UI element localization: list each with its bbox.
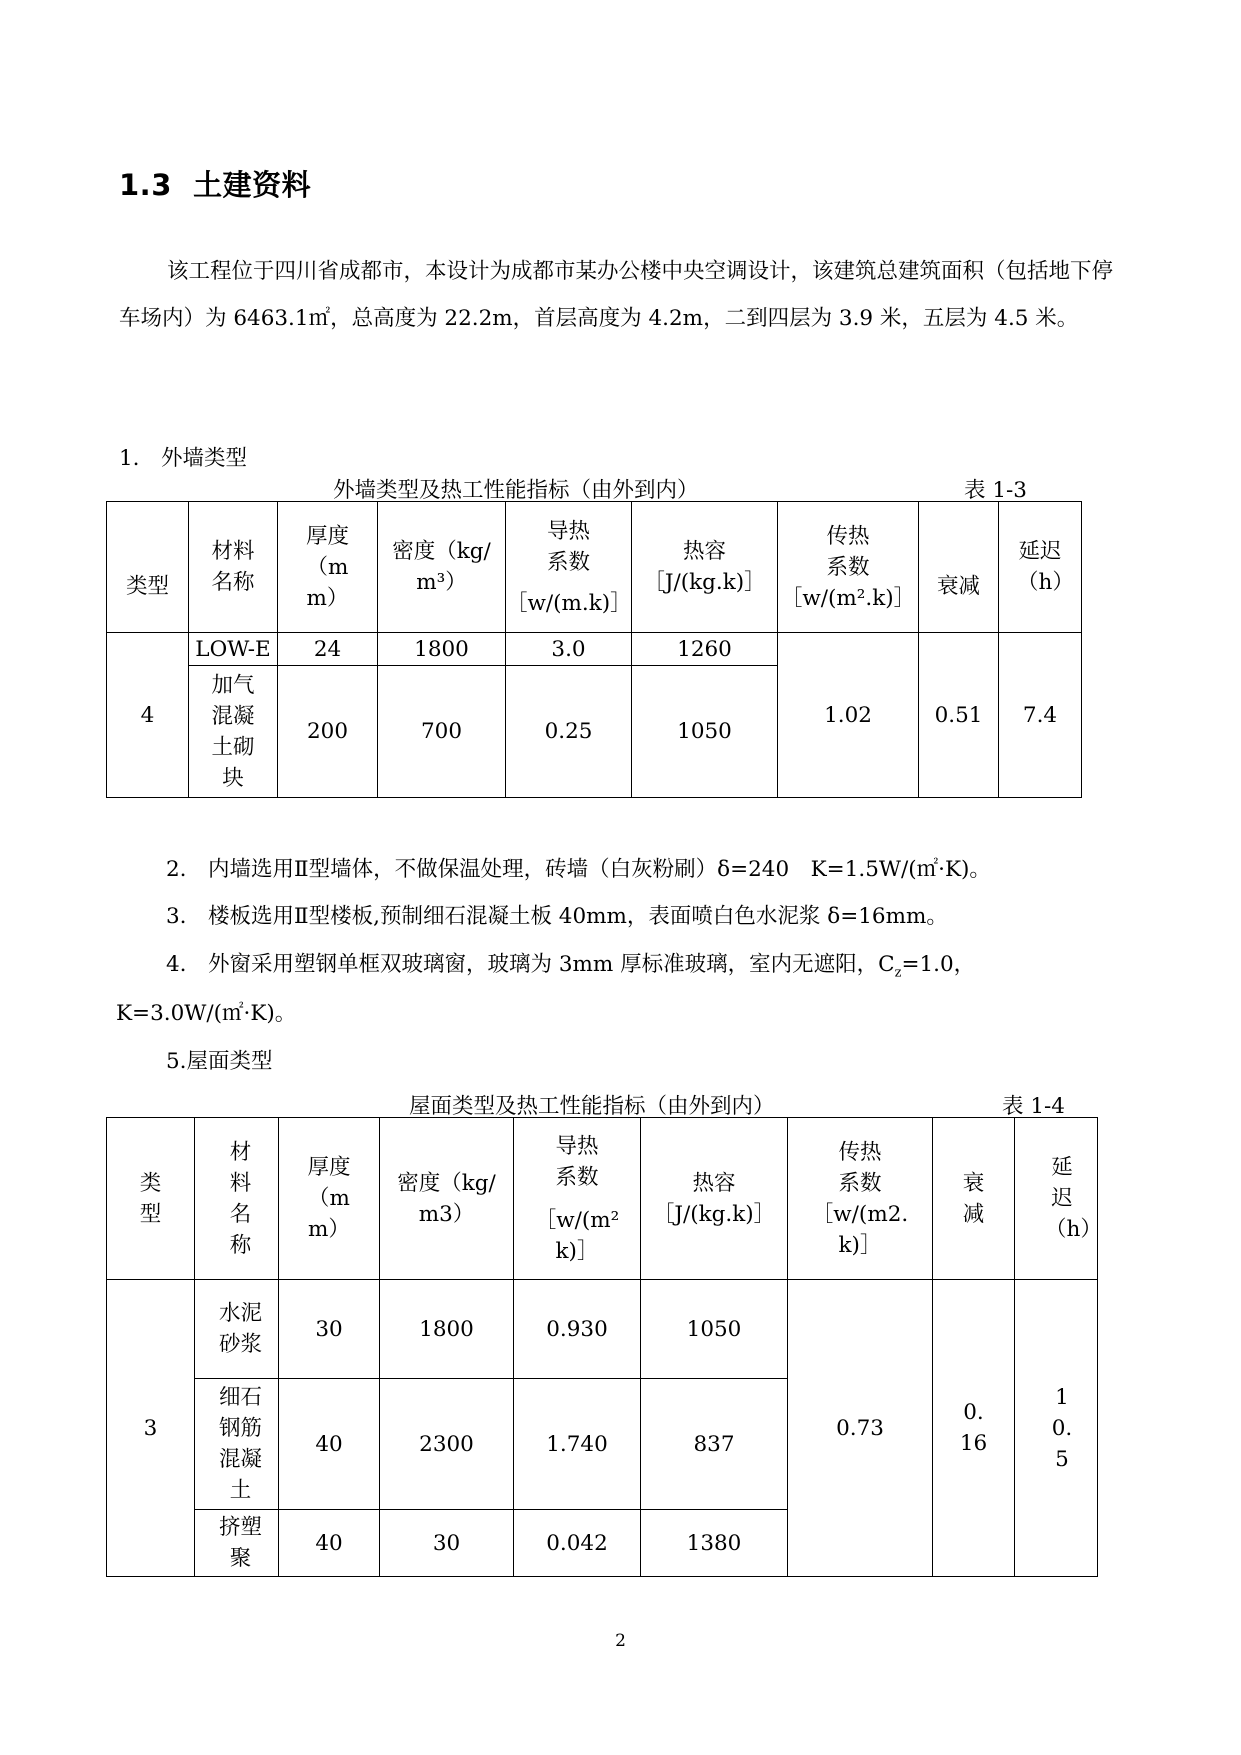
table2-conductivity: 0.930 bbox=[514, 1280, 641, 1379]
table2-heat-capacity: 1380 bbox=[641, 1510, 788, 1577]
table2-thickness: 40 bbox=[279, 1510, 380, 1577]
table2-material: 细石钢筋混凝土 bbox=[195, 1379, 279, 1510]
table1-header-attenuation: 衰减 bbox=[919, 502, 999, 633]
item-window-subscript: z bbox=[894, 965, 902, 981]
table1-header-transfer-unit: ［w/(m².k)］ bbox=[780, 585, 916, 611]
item-window-k-value: K=3.0W/(㎡·K)。 bbox=[116, 1001, 297, 1026]
table-row bbox=[107, 1280, 1098, 1379]
table2-header-attenuation: 衰减 bbox=[933, 1118, 1015, 1280]
section-number: 1.3 bbox=[119, 168, 172, 202]
table2-caption: 屋面类型及热工性能指标（由外到内） bbox=[409, 1094, 775, 1119]
table1-header-conductivity-name: 导热系数 bbox=[546, 518, 590, 575]
table2-header-thickness: 厚度（mm） bbox=[279, 1118, 380, 1280]
table2-type-cell: 3 bbox=[107, 1280, 195, 1577]
table1-heat-capacity: 1260 bbox=[632, 633, 778, 666]
table2-header-density: 密度（kg/m3） bbox=[380, 1118, 514, 1280]
table2-density: 1800 bbox=[380, 1280, 514, 1379]
table1-heat-capacity: 1050 bbox=[632, 666, 778, 798]
table1-thickness: 200 bbox=[278, 666, 378, 798]
table2-conductivity: 0.042 bbox=[514, 1510, 641, 1577]
table2-heat-capacity: 1050 bbox=[641, 1280, 788, 1379]
table1-type-cell: 4 bbox=[107, 633, 189, 798]
table2-header-transfer-unit: ［w/(m2.k)］ bbox=[811, 1201, 909, 1258]
table1-caption: 外墙类型及热工性能指标（由外到内） bbox=[333, 478, 699, 503]
table2-header-heat-capacity bbox=[641, 1118, 788, 1280]
table2-header-transfer-name: 传热系数 bbox=[838, 1139, 882, 1196]
table2-header-heat-capacity-unit: ［J/(kg.k)］ bbox=[652, 1201, 776, 1227]
table2-header-row bbox=[107, 1118, 1098, 1280]
exterior-wall-table bbox=[106, 501, 1082, 798]
table2-header-material: 材料名称 bbox=[195, 1118, 279, 1280]
section-title: 土建资料 bbox=[193, 168, 312, 202]
item-roof-type: 5.屋面类型 bbox=[166, 1049, 273, 1074]
table1-header-transfer-name: 传热系数 bbox=[826, 523, 870, 580]
table1-material: 加气混凝土砌块 bbox=[189, 666, 278, 798]
table2-header-conductivity-unit: ［w/(m²k)］ bbox=[534, 1207, 620, 1264]
table1-thickness: 24 bbox=[278, 633, 378, 666]
table1-density: 700 bbox=[378, 666, 506, 798]
table1-transfer-cell: 1.02 bbox=[778, 633, 919, 798]
intro-text: 该工程位于四川省成都市，本设计为成都市某办公楼中央空调设计，该建筑总建筑面积（包括地下停车场内）为 6463.1㎡，总高度为 22.2m，首层高度为 4.2m，二到四层为 3.9 米，五层为 4.5 米。 bbox=[119, 259, 1114, 331]
table1-header-conductivity bbox=[506, 502, 632, 633]
item-floor-slab: 3. 楼板选用Ⅱ型楼板,预制细石混凝土板 40mm，表面喷白色水泥浆 δ=16mm。 bbox=[166, 904, 948, 929]
item-window-text-end: =1.0， bbox=[901, 952, 976, 977]
table1-header-transfer bbox=[778, 502, 919, 633]
table1-material: LOW-E bbox=[189, 633, 278, 666]
table2-thickness: 40 bbox=[279, 1379, 380, 1510]
table1-header-density: 密度（kg/m³） bbox=[378, 502, 506, 633]
section-heading bbox=[119, 163, 311, 204]
table1-header-conductivity-unit: ［w/(m.k)］ bbox=[506, 590, 632, 616]
table2-density: 30 bbox=[380, 1510, 514, 1577]
table2-number: 表 1-4 bbox=[1002, 1094, 1065, 1119]
table1-delay-cell: 7.4 bbox=[999, 633, 1082, 798]
table1-header-heat-capacity-unit: ［J/(kg.k)］ bbox=[643, 570, 766, 595]
table1-header-heat-capacity-name: 热容 bbox=[682, 539, 726, 564]
item-window-text: 4. 外窗采用塑钢单框双玻璃窗，玻璃为 3mm 厚标准玻璃，室内无遮阳，C bbox=[166, 952, 895, 977]
intro-paragraph bbox=[119, 248, 1129, 342]
table2-header-heat-capacity-name: 热容 bbox=[692, 1170, 736, 1196]
table1-header-row bbox=[107, 502, 1082, 633]
table1-header-type: 类型 bbox=[107, 502, 189, 633]
table1-header-heat-capacity bbox=[632, 502, 778, 633]
table1-attenuation-cell: 0.51 bbox=[919, 633, 999, 798]
table2-conductivity: 1.740 bbox=[514, 1379, 641, 1510]
table2-thickness: 30 bbox=[279, 1280, 380, 1379]
table1-header-delay: 延迟（h） bbox=[999, 502, 1082, 633]
table2-header-transfer bbox=[788, 1118, 933, 1280]
table1-conductivity: 3.0 bbox=[506, 633, 632, 666]
table2-heat-capacity: 837 bbox=[641, 1379, 788, 1510]
table2-transfer-cell: 0.73 bbox=[788, 1280, 933, 1577]
table2-header-delay: 延迟（h） bbox=[1015, 1118, 1098, 1280]
table2-header-type: 类型 bbox=[107, 1118, 195, 1280]
table2-density: 2300 bbox=[380, 1379, 514, 1510]
table1-header-thickness: 厚度（mm） bbox=[278, 502, 378, 633]
table2-material: 水泥砂浆 bbox=[195, 1280, 279, 1379]
table2-header-conductivity bbox=[514, 1118, 641, 1280]
table1-header-material: 材料名称 bbox=[189, 502, 278, 633]
page-number: 2 bbox=[615, 1631, 626, 1651]
table1-number: 表 1-3 bbox=[964, 478, 1027, 503]
table2-header-conductivity-name: 导热系数 bbox=[555, 1133, 599, 1190]
table2-material: 挤塑聚 bbox=[195, 1510, 279, 1577]
table1-conductivity: 0.25 bbox=[506, 666, 632, 798]
item-exterior-window bbox=[166, 947, 975, 980]
table1-density: 1800 bbox=[378, 633, 506, 666]
item-exterior-wall: 1. 外墙类型 bbox=[119, 446, 248, 471]
table2-delay-cell: 10.5 bbox=[1015, 1280, 1098, 1577]
table2-attenuation-cell: 0.16 bbox=[933, 1280, 1015, 1577]
table-row bbox=[107, 633, 1082, 666]
item-interior-wall: 2. 内墙选用Ⅱ型墙体，不做保温处理，砖墙（白灰粉刷）δ=240 K=1.5W/(㎡·K)。 bbox=[166, 857, 991, 882]
roof-table bbox=[106, 1117, 1102, 1577]
